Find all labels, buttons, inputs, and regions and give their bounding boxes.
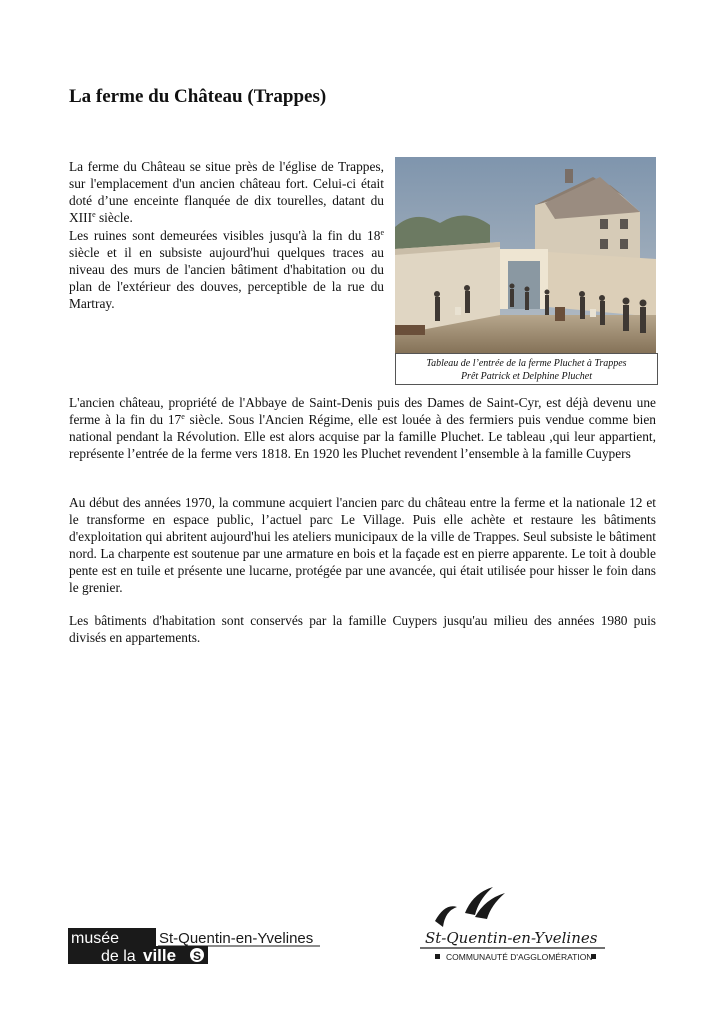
page-title: La ferme du Château (Trappes) bbox=[69, 86, 327, 107]
svg-text:musée: musée bbox=[71, 930, 120, 947]
housing-paragraph: Les bâtiments d'habitation sont conservés par la famille Cuypers jusqu'au milieu des années 1980 puis divisés en appartements. bbox=[69, 613, 656, 645]
caption-line: Tableau de l’entrée de la ferme Pluchet à Trappes bbox=[426, 358, 627, 369]
superscript: e bbox=[92, 210, 96, 219]
text-run: siècle. Sous l'Ancien Régime, elle est louée à des fermiers puis vendue comme bien national pendant la Révolution. Elle est alors acquise par la famille Pluchet. Le tableau ,qui leur appartient, représente l’entrée de la ferme vers 1818. En 1920 les Pluchet revendent l’ensemble à la famille Cuypers bbox=[69, 412, 656, 461]
svg-text:St-Quentin-en-Yvelines: St-Quentin-en-Yvelines bbox=[425, 929, 598, 947]
svg-text:ville: ville bbox=[143, 946, 177, 964]
svg-text:de la: de la bbox=[101, 948, 136, 964]
text-run: La ferme du Château se situe près de l'église de Trappes, sur l'emplacement d'un ancien château fort. Celui-ci était doté d’une enceinte flanquée de dix tourelles, datant du XIII bbox=[69, 159, 384, 225]
text-run: siècle et il en subsiste aujourd'hui quelques traces au niveau des murs de l'ancien bâtiment d'habitation ou du plan de l'extérieur des douves, perceptible de la rue du Martray. bbox=[69, 245, 384, 311]
text-run: siècle. bbox=[95, 210, 133, 225]
text-run: L'ancien château, propriété de l'Abbaye de Saint-Denis puis des Dames de Saint-Cyr, est déjà devenu une ferme à la fin du 17 bbox=[69, 395, 656, 427]
caption-line: Prêt Patrick et Delphine Pluchet bbox=[460, 371, 593, 382]
figure-caption bbox=[395, 353, 658, 385]
sqy-agglomeration-logo bbox=[415, 885, 615, 965]
svg-text:St-Quentin-en-Yvelines: St-Quentin-en-Yvelines bbox=[159, 930, 314, 947]
musee-de-la-ville-logo bbox=[68, 928, 328, 964]
svg-text:S: S bbox=[193, 949, 202, 963]
ruins-paragraph bbox=[69, 227, 384, 312]
park-paragraph: Au début des années 1970, la commune acquiert l'ancien parc du château entre la ferme et la nationale 12 et le transforme en espace public, l’actuel parc Le Village. Puis elle achète et restaure les bâtiments d'exploitation qui abritent aujourd'hui les ateliers municipaux de la ville de Trappes. Seul subsiste le bâtiment nord. La charpente est soutenue par une armature en bois et la façade est en pierre apparente. Le toit à double pente est en tuile et présente une lucarne, protégée par une avancée, qui était utilisée pour hisser le foin dans le grenier. bbox=[69, 495, 656, 595]
farm-painting-image bbox=[395, 157, 656, 353]
superscript: e bbox=[181, 412, 185, 421]
history-paragraph bbox=[69, 394, 656, 462]
svg-text:COMMUNAUTÉ D'AGGLOMÉRATION: COMMUNAUTÉ D'AGGLOMÉRATION bbox=[446, 952, 593, 962]
text-run: Les ruines sont demeurées visibles jusqu'à la fin du 18 bbox=[69, 228, 381, 243]
intro-paragraph bbox=[69, 158, 384, 226]
superscript: e bbox=[380, 228, 384, 237]
